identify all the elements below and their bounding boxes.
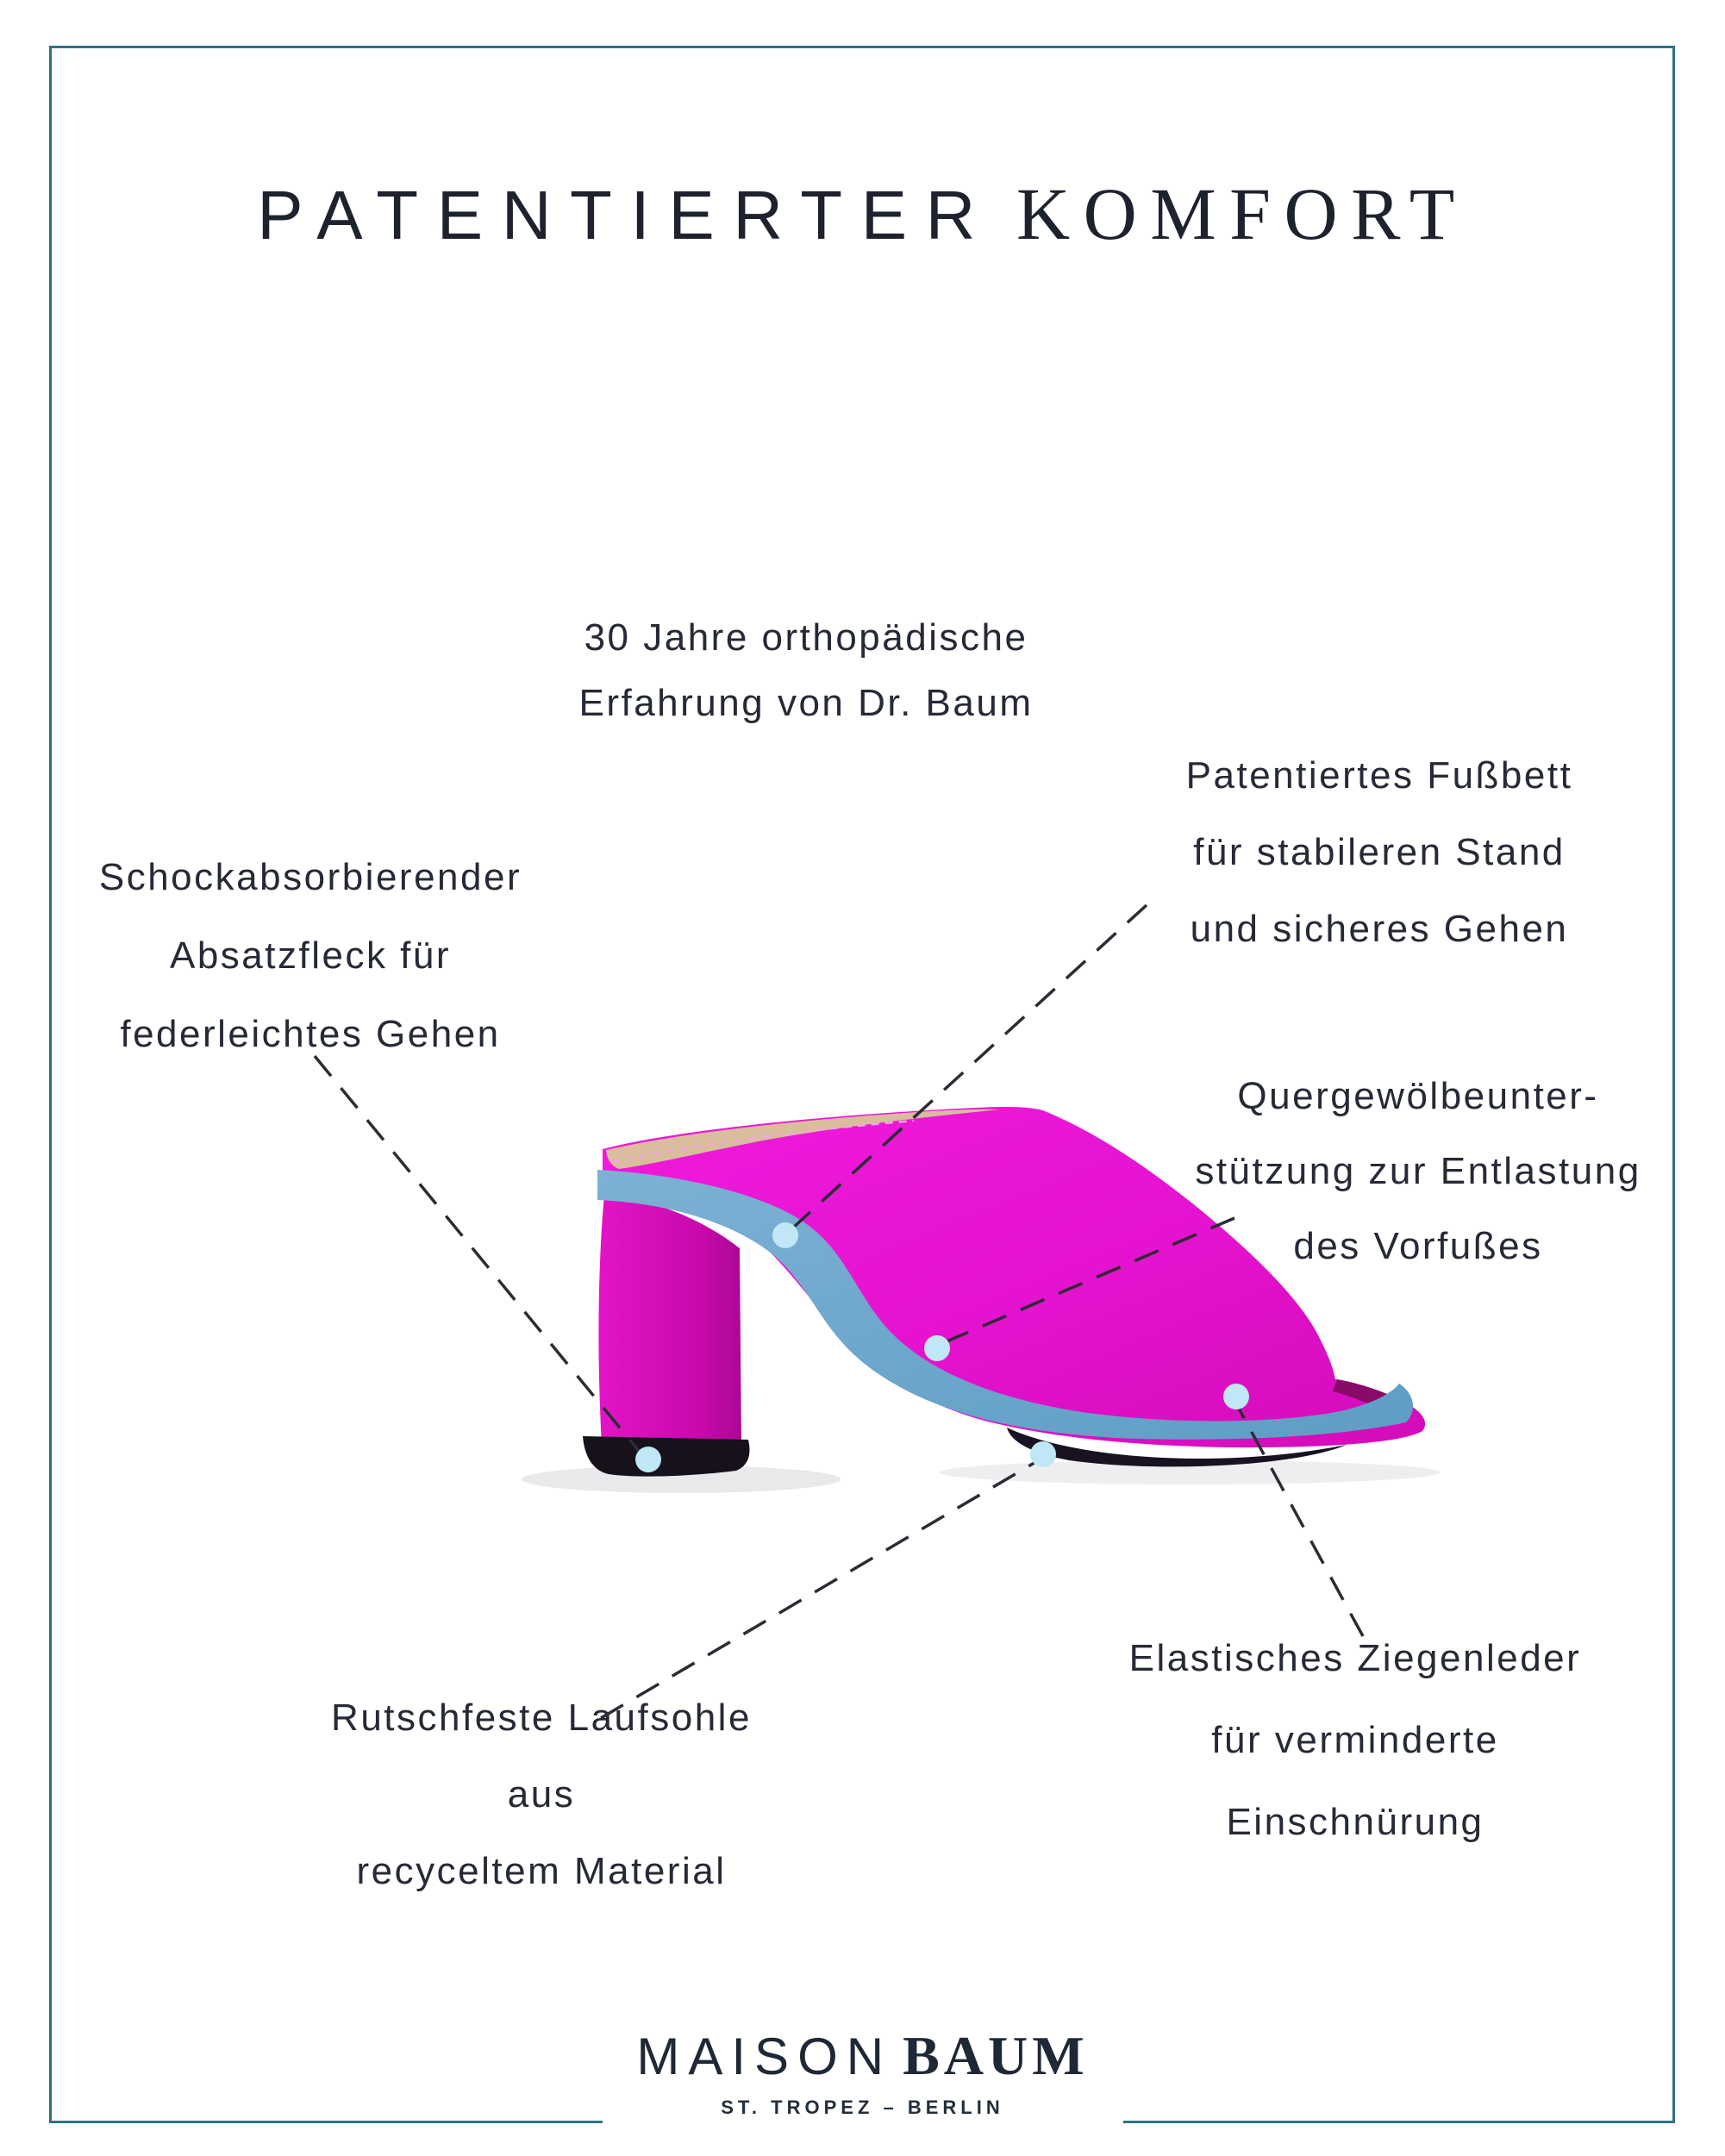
annotation-line: Absatzfleck für [169, 934, 452, 977]
brand-name-maison: MAISON [636, 2028, 893, 2085]
annotation-line: für verminderte [1211, 1719, 1499, 1761]
brand-name-baum: BAUM [903, 2025, 1089, 2086]
annotation-line: federleichtes Gehen [120, 1013, 501, 1055]
marker-dot-goat-leather [1223, 1384, 1249, 1409]
annotation-line: aus [507, 1773, 576, 1815]
annotation-line: Quergewölbeunter- [1237, 1075, 1599, 1117]
callout-line-outsole [601, 1461, 1037, 1718]
heel-cap [583, 1436, 749, 1477]
marker-dot-outsole [1030, 1441, 1056, 1467]
annotation-line: Schockabsorbierender [98, 856, 522, 898]
annotation-line: 30 Jahre orthopädische [584, 616, 1028, 659]
annotation-line: und sicheres Gehen [1190, 908, 1569, 950]
heel-block [598, 1195, 741, 1445]
annotation-line: für stabileren Stand [1193, 831, 1566, 873]
marker-dot-footbed [772, 1222, 798, 1248]
callout-line-heel-patch [315, 1056, 639, 1451]
annotation-line: Elastisches Ziegenleder [1128, 1637, 1582, 1679]
annotation-line: Rutschfeste Laufsohle [331, 1697, 752, 1739]
annotation-line: Erfahrung von Dr. Baum [578, 682, 1034, 724]
title-word-patentierter: PATENTIERTER [257, 177, 995, 253]
brand-tagline: ST. TROPEZ – BERLIN [721, 2097, 1004, 2118]
brand-logo [602, 2024, 1122, 2133]
marker-dot-heel-patch [635, 1447, 661, 1472]
annotation-line: Patentiertes Fußbett [1185, 754, 1573, 797]
annotation-line: des Vorfußes [1293, 1225, 1543, 1267]
annotation-line: recyceltem Material [356, 1850, 727, 1892]
brand-name [636, 2024, 1088, 2088]
title-word-komfort: KOMFORT [1016, 172, 1468, 255]
marker-dot-arch-support [924, 1335, 950, 1361]
annotation-line: stützung zur Entlastung [1195, 1150, 1641, 1192]
annotation-line: Einschnürung [1226, 1801, 1484, 1843]
